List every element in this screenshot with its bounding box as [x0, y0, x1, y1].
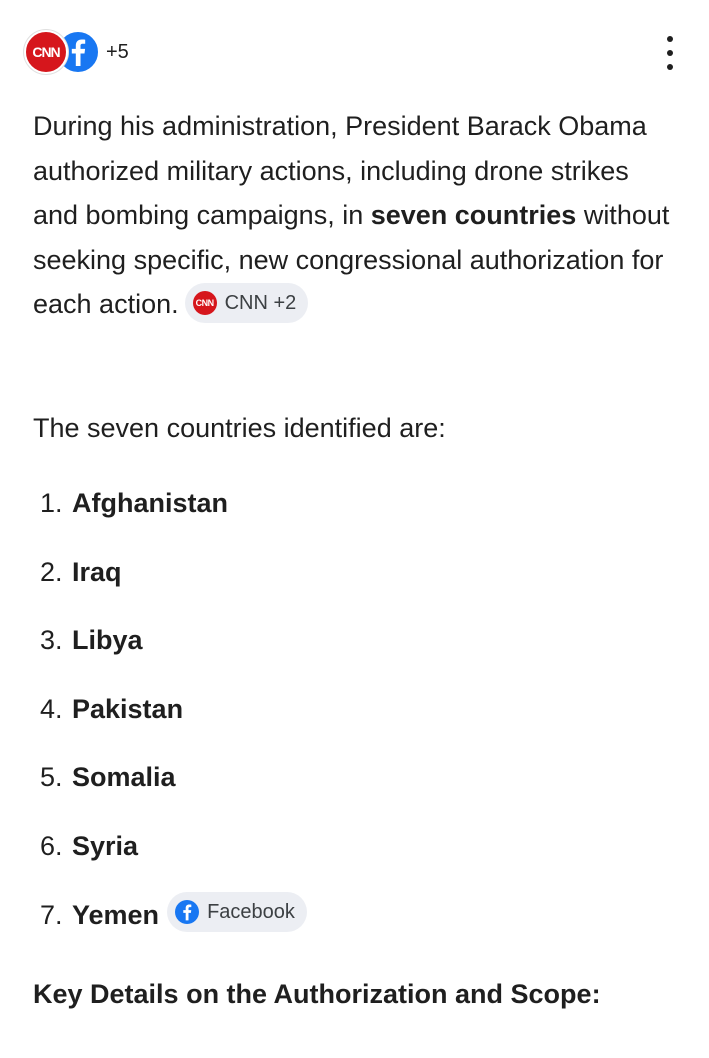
- country-name: Pakistan: [72, 693, 184, 724]
- list-number: 7.: [40, 899, 63, 930]
- country-name: Somalia: [72, 762, 176, 793]
- answer-body: [33, 104, 678, 327]
- list-number: 4.: [40, 693, 63, 724]
- summary-text-1: During his administration, President Barack Obama authorized military actions, including drone strikes and bombing campaigns, in: [33, 111, 647, 231]
- country-list: [40, 481, 307, 961]
- country-name: Iraq: [72, 556, 122, 587]
- list-item: [40, 550, 307, 619]
- citation-chip-label: CNN +2: [224, 291, 297, 314]
- citation-chip-facebook[interactable]: [167, 892, 307, 932]
- summary-paragraph: [33, 104, 678, 327]
- citation-chip-cnn[interactable]: [185, 283, 309, 323]
- list-number: 2.: [40, 556, 63, 587]
- list-item: [40, 824, 307, 893]
- answer-header: [0, 0, 709, 100]
- list-intro: The seven countries identified are:: [33, 413, 446, 443]
- list-item: [40, 893, 307, 962]
- facebook-logo-icon: [175, 900, 199, 924]
- cnn-logo-text: CNN: [32, 44, 60, 60]
- country-name: Yemen: [72, 899, 160, 930]
- citation-chip-label: Facebook: [207, 900, 295, 923]
- list-item: [40, 618, 307, 687]
- summary-bold: seven countries: [370, 200, 577, 231]
- list-item: [40, 687, 307, 756]
- list-number: 1.: [40, 488, 63, 518]
- list-number: 6.: [40, 830, 63, 861]
- facebook-f-glyph: [175, 900, 199, 924]
- more-vert-icon[interactable]: [656, 36, 684, 70]
- country-name: Libya: [72, 625, 143, 656]
- country-name: Afghanistan: [72, 488, 229, 518]
- source-stack[interactable]: [24, 30, 129, 74]
- section-title: Key Details on the Authorization and Scope:: [33, 979, 601, 1009]
- list-item: [40, 481, 307, 550]
- summary-text-2: without seeking specific, new congressional authorization for each action.: [33, 200, 670, 320]
- cnn-logo-icon: [24, 30, 68, 74]
- list-number: 3.: [40, 625, 63, 656]
- cnn-logo-icon: CNN: [193, 291, 217, 315]
- list-number: 5.: [40, 762, 63, 793]
- list-item: [40, 755, 307, 824]
- country-name: Syria: [72, 830, 139, 861]
- more-sources-count: +5: [106, 40, 129, 63]
